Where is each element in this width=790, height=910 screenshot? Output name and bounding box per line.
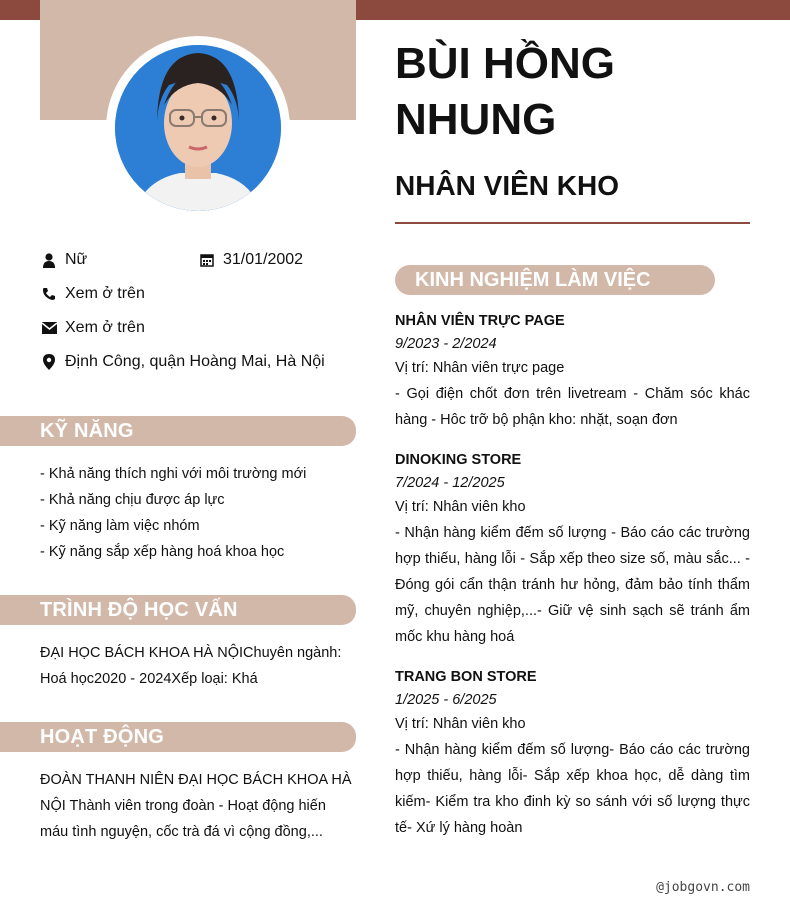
- experience-entry: [395, 309, 750, 433]
- skills-title: KỸ NĂNG: [40, 420, 134, 442]
- phone-icon: [40, 285, 58, 303]
- activities-title: HOẠT ĐỘNG: [40, 726, 165, 748]
- skill-item: - Kỹ năng sắp xếp hàng hoá khoa học: [40, 544, 285, 560]
- gender-value: Nữ: [65, 251, 88, 268]
- job-title: NHÂN VIÊN KHO: [395, 170, 620, 201]
- company-name: TRANG BON STORE: [395, 669, 537, 685]
- address-row: [40, 353, 325, 371]
- activities-description: ĐOÀN THANH NIÊN ĐẠI HỌC BÁCH KHOA HÀ NỘI Thành viên trong đoàn - Hoạt động hiến máu tình nguyện, cốc trà đá vì cộng đồng,...: [40, 772, 352, 840]
- title-divider: [395, 222, 750, 224]
- company-name: NHÂN VIÊN TRỰC PAGE: [395, 313, 565, 329]
- calendar-icon: [198, 251, 216, 269]
- watermark: @jobgovn.com: [656, 880, 750, 895]
- company-name: DINOKING STORE: [395, 452, 522, 468]
- education-description: ĐẠI HỌC BÁCH KHOA HÀ NỘIChuyên ngành: Hoá học2020 - 2024Xếp loại: Khá: [40, 645, 342, 687]
- skills-list: [40, 461, 350, 565]
- person-icon: [40, 251, 58, 269]
- birthday-value: 31/01/2002: [223, 251, 304, 268]
- skill-item: - Khả năng chịu được áp lực: [40, 492, 225, 508]
- phone-value: Xem ở trên: [65, 285, 145, 302]
- skill-item: - Kỹ năng làm việc nhóm: [40, 518, 200, 534]
- activities-text: [40, 767, 352, 845]
- address-value: Định Công, quận Hoàng Mai, Hà Nội: [65, 353, 325, 370]
- job-position: Vị trí: Nhân viên kho: [395, 499, 526, 515]
- job-description: - Nhận hàng kiểm đếm số lượng - Báo cáo các trường hợp thiếu, hàng lỗi - Sắp xếp theo size số, màu sắc... - Đóng gói cẩn thận tránh hư hỏng, đảm bảo tính thẩm mỹ, chuyên nghiệp,...- Giữ vệ sinh sạch sẽ tránh ẩm mốc khu hàng hoá: [395, 525, 750, 645]
- skill-item: - Khả năng thích nghi với môi trường mới: [40, 466, 307, 482]
- job-description: - Nhận hàng kiểm đếm số lượng- Báo cáo các trường hợp thiếu, hàng lỗi- Sắp xếp khoa học, dễ dàng tìm kiếm- Kiểm tra kho đinh kỳ so sánh với số lượng thực tế- Xứ lý hàng hoàn: [395, 742, 750, 836]
- job-period: 1/2025 - 6/2025: [395, 692, 497, 708]
- job-period: 9/2023 - 2/2024: [395, 336, 497, 352]
- email-value: Xem ở trên: [65, 319, 145, 336]
- education-text: [40, 640, 345, 692]
- candidate-name: BÙI HỒNG NHUNG: [395, 39, 615, 144]
- birthday-row: [198, 251, 303, 269]
- experience-entry: [395, 448, 750, 650]
- job-period: 7/2024 - 12/2025: [395, 475, 505, 491]
- job-position: Vị trí: Nhân viên kho: [395, 716, 526, 732]
- job-position: Vị trí: Nhân viên trực page: [395, 360, 565, 376]
- experience-title: KINH NGHIỆM LÀM VIỆC: [415, 269, 651, 291]
- map-pin-icon: [40, 353, 58, 371]
- envelope-icon: [40, 319, 58, 337]
- phone-row: [40, 285, 145, 303]
- avatar: [115, 45, 281, 211]
- job-description: - Gọi điện chốt đơn trên livetream - Chăm sóc khác hàng - Hôc trỡ bộ phận kho: nhặt, soạn đơn: [395, 386, 750, 428]
- gender-row: [40, 251, 87, 269]
- email-row: [40, 319, 145, 337]
- experience-entry: [395, 665, 750, 841]
- education-title: TRÌNH ĐỘ HỌC VẤN: [40, 599, 238, 621]
